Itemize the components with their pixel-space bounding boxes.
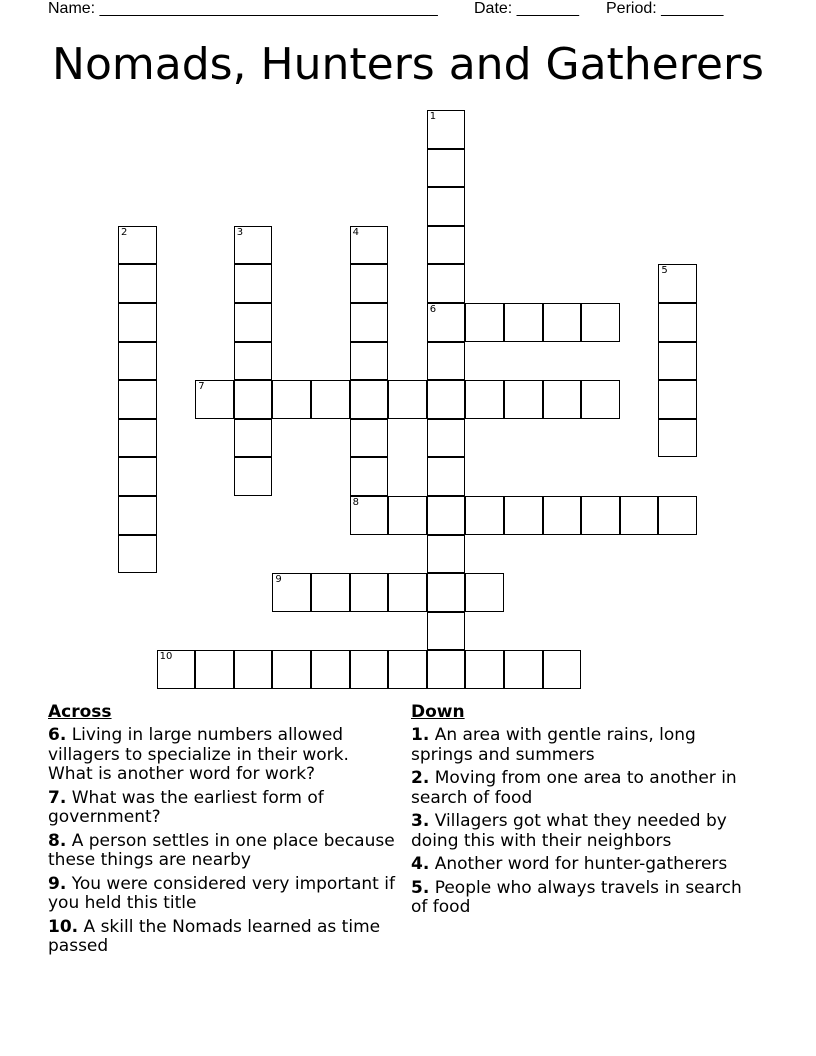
crossword-cell[interactable] <box>234 457 273 496</box>
clue-text: An area with gentle rains, long springs and summers <box>411 725 696 765</box>
crossword-cell[interactable] <box>427 496 466 535</box>
clue-number: 7. <box>48 787 67 808</box>
crossword-cell[interactable] <box>427 612 466 651</box>
clue-across-9 <box>48 875 398 914</box>
crossword-cell[interactable] <box>658 496 697 535</box>
crossword-cell[interactable] <box>350 303 389 342</box>
crossword-cell[interactable] <box>311 650 350 689</box>
crossword-cell[interactable] <box>504 380 543 419</box>
crossword-cell[interactable] <box>581 303 620 342</box>
across-clues <box>48 702 398 961</box>
crossword-cell[interactable] <box>388 573 427 612</box>
crossword-cell[interactable] <box>543 303 582 342</box>
crossword-cell[interactable] <box>350 264 389 303</box>
clue-number: 9. <box>48 873 67 894</box>
clue-number: 10. <box>48 916 79 937</box>
clue-number: 2. <box>411 768 430 788</box>
crossword-cell[interactable] <box>350 457 389 496</box>
crossword-cell[interactable] <box>427 457 466 496</box>
crossword-cell[interactable] <box>272 380 311 419</box>
clue-down-4 <box>411 855 761 875</box>
crossword-cell[interactable] <box>234 303 273 342</box>
clue-across-8 <box>48 832 398 871</box>
name-field-label[interactable]: Name: ______________________________________ <box>48 0 438 17</box>
crossword-cell[interactable] <box>427 110 466 149</box>
crossword-cell[interactable] <box>427 226 466 265</box>
clue-down-3 <box>411 812 761 851</box>
cell-number: 1 <box>429 111 437 122</box>
crossword-cell[interactable] <box>465 303 504 342</box>
crossword-cell[interactable] <box>350 380 389 419</box>
crossword-cell[interactable] <box>350 419 389 458</box>
crossword-cell[interactable] <box>465 380 504 419</box>
crossword-cell[interactable] <box>388 380 427 419</box>
crossword-cell[interactable] <box>427 535 466 574</box>
crossword-cell[interactable] <box>234 380 273 419</box>
crossword-cell[interactable] <box>118 535 157 574</box>
cell-number: 2 <box>121 226 128 238</box>
crossword-cell[interactable] <box>118 342 157 381</box>
crossword-cell[interactable] <box>504 650 543 689</box>
cell-number: 8 <box>352 497 359 508</box>
across-heading: Across <box>48 702 112 722</box>
crossword-cell[interactable] <box>543 496 582 535</box>
page-title: Nomads, Hunters and Gatherers <box>52 39 764 90</box>
cell-number: 4 <box>352 226 359 238</box>
crossword-cell[interactable] <box>234 650 273 689</box>
clue-text: Another word for hunter-gatherers <box>434 854 728 874</box>
crossword-cell[interactable] <box>350 342 389 381</box>
crossword-cell[interactable] <box>427 342 466 381</box>
crossword-cell[interactable] <box>427 573 466 612</box>
crossword-cell[interactable] <box>465 650 504 689</box>
crossword-cell[interactable] <box>350 496 389 535</box>
crossword-cell[interactable] <box>427 380 466 419</box>
crossword-cell[interactable] <box>658 303 697 342</box>
crossword-cell[interactable] <box>543 650 582 689</box>
crossword-cell[interactable] <box>427 187 466 226</box>
cell-number: 6 <box>429 304 437 315</box>
crossword-cell[interactable] <box>350 573 389 612</box>
crossword-cell[interactable] <box>427 419 466 458</box>
clue-text: Villagers got what they needed by doing this with their neighbors <box>411 811 727 851</box>
crossword-cell[interactable] <box>350 226 389 265</box>
crossword-cell[interactable] <box>157 650 196 689</box>
crossword-cell[interactable] <box>504 496 543 535</box>
cell-number: 9 <box>275 574 282 586</box>
crossword-cell[interactable] <box>234 342 273 381</box>
crossword-cell[interactable] <box>195 380 234 419</box>
clue-down-1 <box>411 726 761 765</box>
clue-across-7 <box>48 789 398 828</box>
crossword-cell[interactable] <box>234 226 273 265</box>
clue-text: Living in large numbers allowed villagers to specialize in their work. What is another word for work? <box>48 725 349 784</box>
crossword-cell[interactable] <box>658 380 697 419</box>
clue-text: Moving from one area to another in search of food <box>411 768 737 808</box>
clue-text: A skill the Nomads learned as time passed <box>48 916 381 956</box>
down-clues <box>411 702 761 922</box>
crossword-cell[interactable] <box>543 380 582 419</box>
cell-number: 10 <box>159 651 173 663</box>
crossword-cell[interactable] <box>350 650 389 689</box>
crossword-cell[interactable] <box>581 380 620 419</box>
crossword-cell[interactable] <box>620 496 659 535</box>
clue-across-6 <box>48 726 398 785</box>
clue-number: 6. <box>48 725 67 745</box>
clue-down-5 <box>411 879 761 918</box>
crossword-cell[interactable] <box>118 303 157 342</box>
period-field-label[interactable]: Period: _______ <box>606 0 724 17</box>
crossword-cell[interactable] <box>118 226 157 265</box>
crossword-cell[interactable] <box>504 303 543 342</box>
cell-number: 7 <box>198 381 205 393</box>
crossword-cell[interactable] <box>427 264 466 303</box>
crossword-cell[interactable] <box>118 457 157 496</box>
crossword-cell[interactable] <box>465 573 504 612</box>
crossword-cell[interactable] <box>118 496 157 535</box>
crossword-cell[interactable] <box>388 496 427 535</box>
crossword-cell[interactable] <box>118 419 157 458</box>
clue-number: 8. <box>48 830 67 851</box>
crossword-cell[interactable] <box>658 264 697 303</box>
clue-text: A person settles in one place because these things are nearby <box>48 830 395 870</box>
date-field-label[interactable]: Date: _______ <box>474 0 579 17</box>
down-heading: Down <box>411 702 465 722</box>
crossword-cell[interactable] <box>272 650 311 689</box>
clue-across-10 <box>48 918 398 957</box>
clue-text: You were considered very important if you held this title <box>48 873 395 913</box>
crossword-cell[interactable] <box>465 496 504 535</box>
clue-down-2 <box>411 769 761 808</box>
crossword-cell[interactable] <box>427 650 466 689</box>
crossword-cell[interactable] <box>234 419 273 458</box>
crossword-cell[interactable] <box>658 419 697 458</box>
crossword-cell[interactable] <box>234 264 273 303</box>
crossword-cell[interactable] <box>427 303 466 342</box>
clue-number: 1. <box>411 725 430 745</box>
cell-number: 3 <box>236 226 244 238</box>
crossword-cell[interactable] <box>118 264 157 303</box>
crossword-cell[interactable] <box>311 573 350 612</box>
cell-number: 5 <box>661 265 668 277</box>
clue-number: 5. <box>411 877 430 898</box>
crossword-cell[interactable] <box>195 650 234 689</box>
crossword-cell[interactable] <box>581 496 620 535</box>
clue-number: 4. <box>411 854 430 874</box>
clue-text: People who always travels in search of food <box>411 877 742 917</box>
crossword-cell[interactable] <box>427 149 466 188</box>
crossword-cell[interactable] <box>272 573 311 612</box>
crossword-cell[interactable] <box>118 380 157 419</box>
crossword-cell[interactable] <box>311 380 350 419</box>
clue-text: What was the earliest form of government? <box>48 787 324 827</box>
clue-number: 3. <box>411 811 430 831</box>
crossword-cell[interactable] <box>388 650 427 689</box>
crossword-cell[interactable] <box>658 342 697 381</box>
